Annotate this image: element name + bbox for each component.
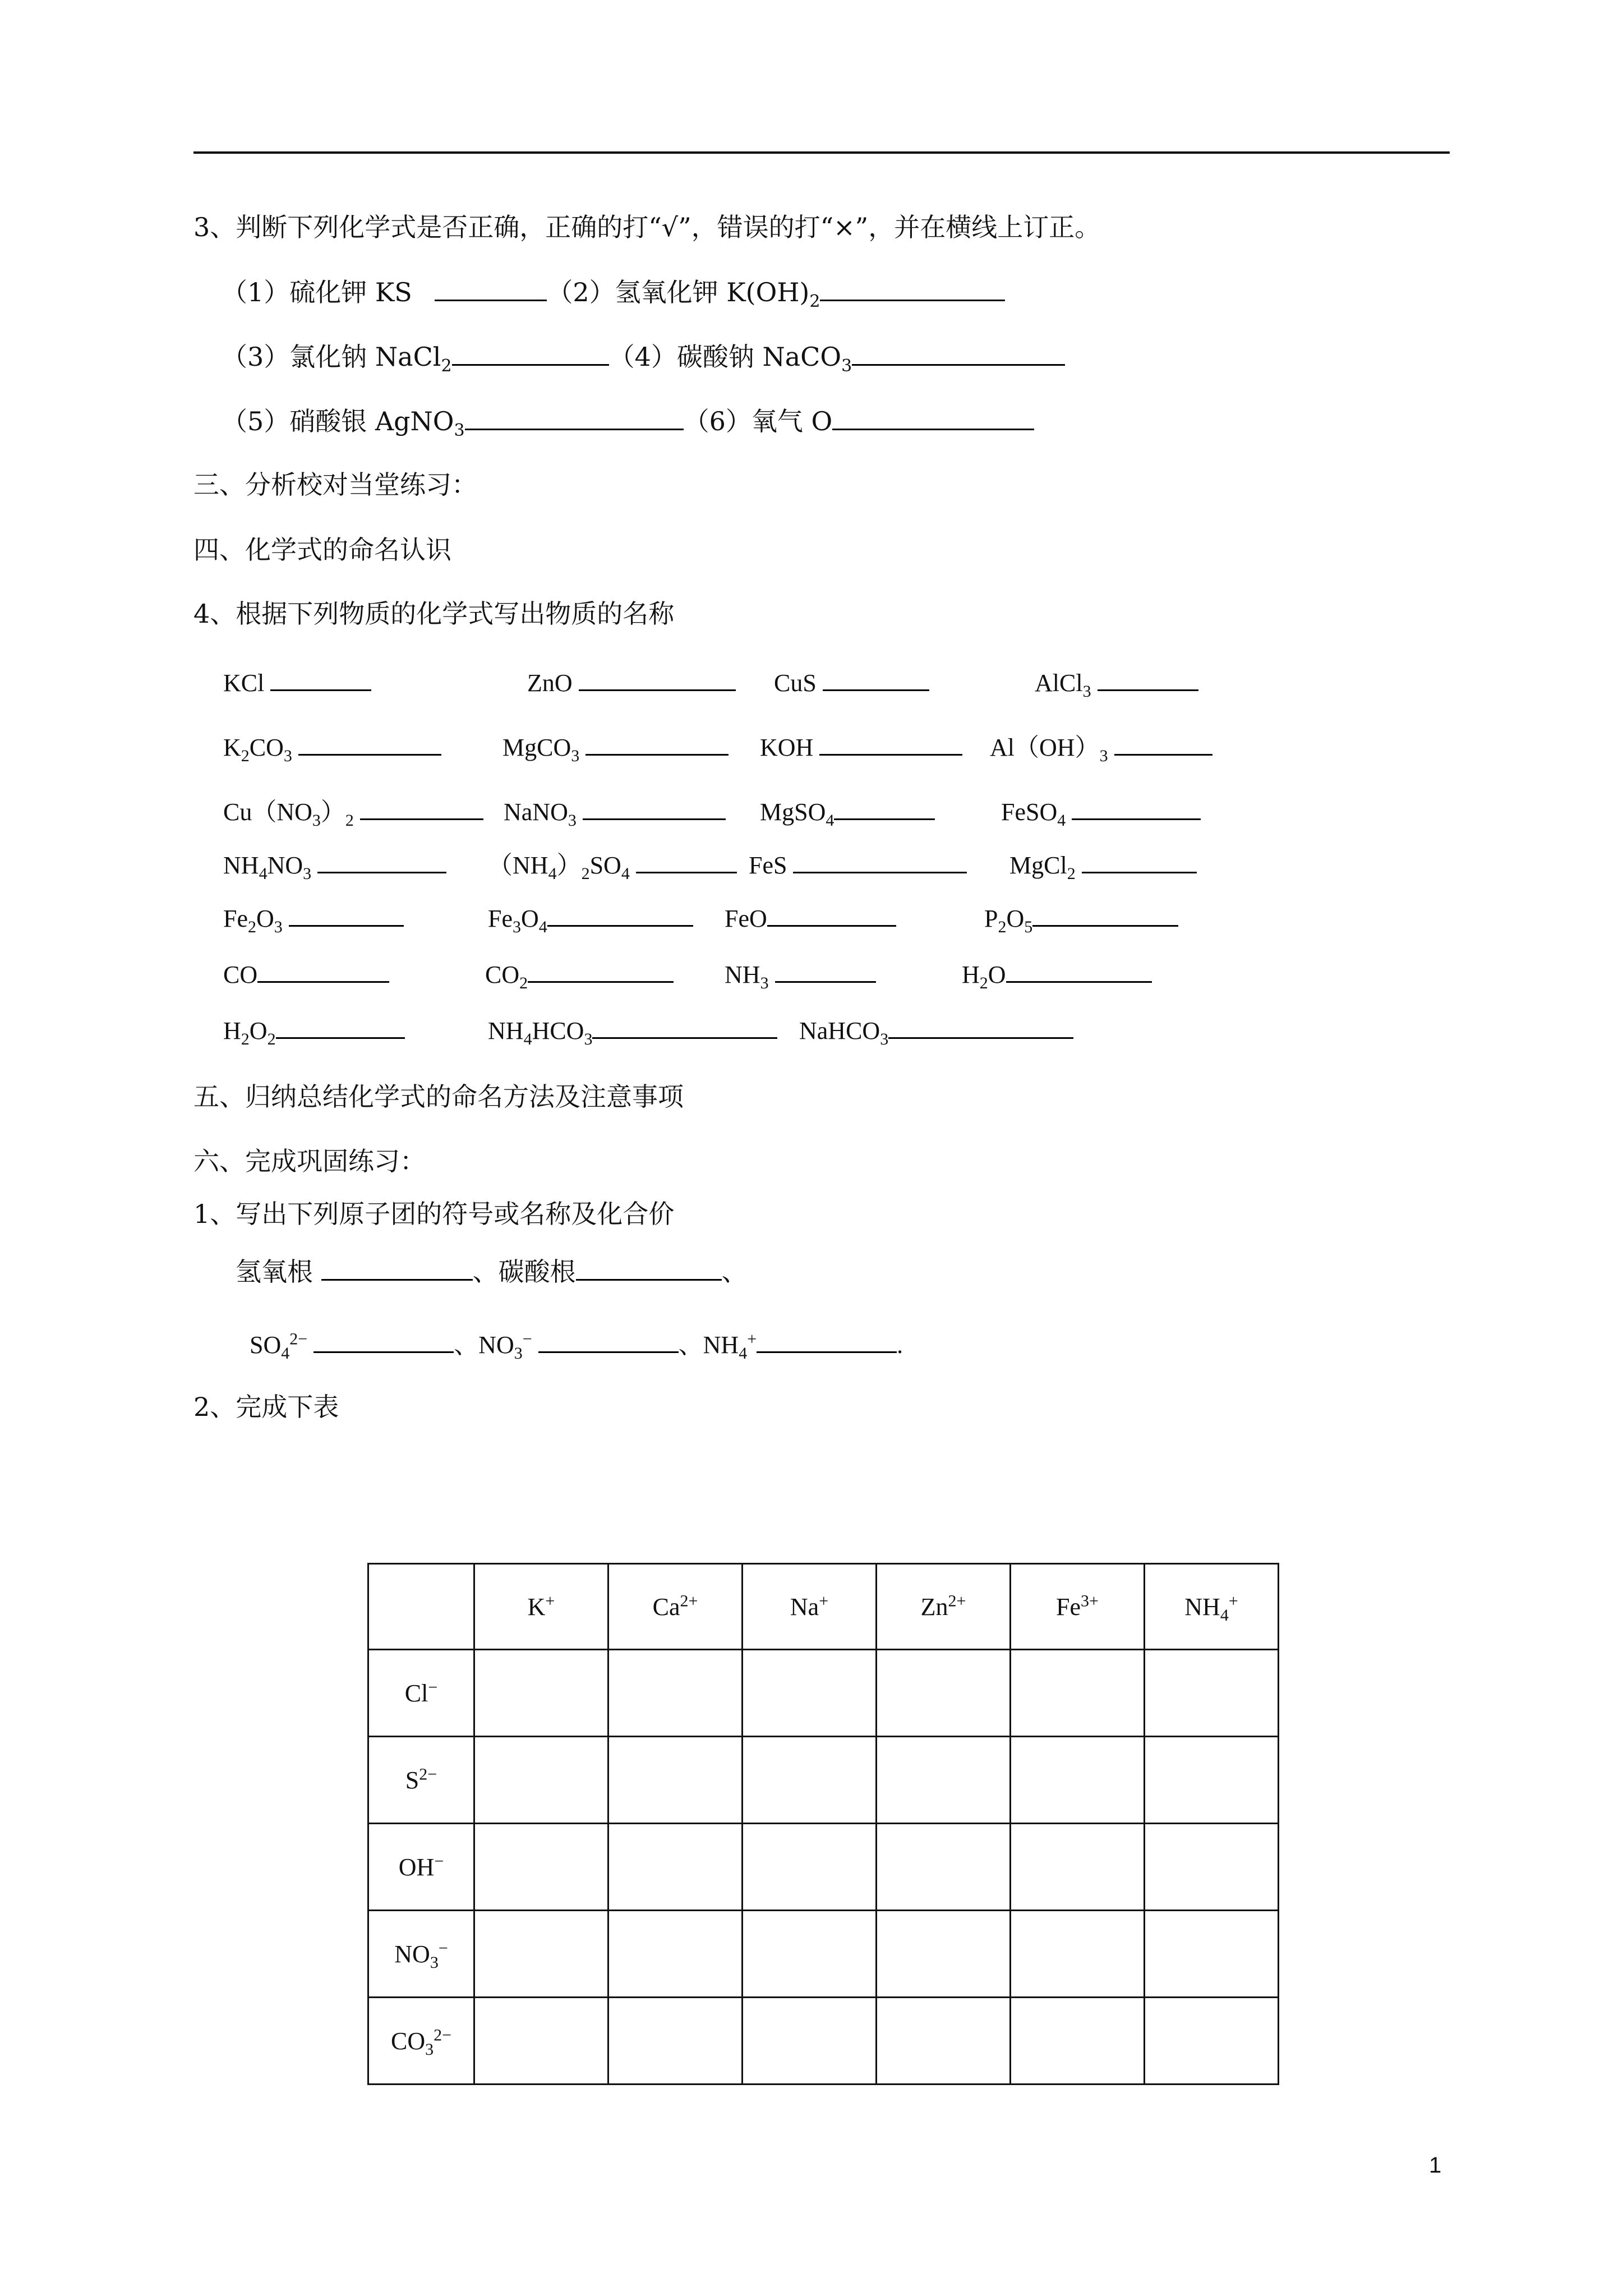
formula-item: ZnO bbox=[527, 665, 736, 699]
q3-item-4: （4）碳酸钠 NaCO bbox=[608, 342, 842, 372]
table-cell[interactable] bbox=[608, 1824, 743, 1911]
answer-blank[interactable] bbox=[1082, 847, 1197, 873]
table-cell[interactable] bbox=[743, 1998, 877, 2085]
question-2: 2、完成下表 bbox=[193, 1392, 339, 1422]
answer-blank[interactable] bbox=[576, 1254, 722, 1281]
q3-item-1: （1）硫化钾 KS bbox=[222, 277, 412, 307]
q1-line-2: $SO_4^{2-}$ 、$NO_3^-$ 、$NH_4^+$ . bbox=[250, 1327, 903, 1361]
answer-blank[interactable] bbox=[313, 1327, 454, 1353]
answer-blank[interactable] bbox=[435, 275, 547, 301]
answer-blank[interactable] bbox=[852, 339, 1065, 366]
section-5: 五、归纳总结化学式的命名方法及注意事项 bbox=[193, 1082, 684, 1112]
answer-blank[interactable] bbox=[538, 1327, 679, 1353]
answer-blank[interactable] bbox=[321, 1254, 473, 1281]
q3-title: 3、判断下列化学式是否正确，正确的打“√”，错误的打“×”，并在横线上订正。 bbox=[193, 212, 1101, 242]
table-cell[interactable] bbox=[877, 1911, 1011, 1998]
formula-item: $Al(OH)_3$ bbox=[990, 729, 1212, 763]
table-cell[interactable] bbox=[474, 1998, 608, 2085]
formula-item: KCl bbox=[223, 665, 371, 699]
ion-table bbox=[367, 1563, 1279, 2085]
table-cell[interactable] bbox=[1145, 1650, 1279, 1737]
answer-blank[interactable] bbox=[832, 404, 1034, 430]
answer-blank[interactable] bbox=[317, 847, 446, 873]
answer-blank[interactable] bbox=[257, 956, 389, 983]
answer-blank[interactable] bbox=[583, 794, 726, 820]
question-1: 1、写出下列原子团的符号或名称及化合价 bbox=[193, 1199, 675, 1229]
formula-item: MgCO$_3$ bbox=[502, 729, 728, 763]
table-cell[interactable] bbox=[1011, 1650, 1145, 1737]
table-cell[interactable] bbox=[608, 1650, 743, 1737]
q3-item-5: （5）硝酸银 AgNO bbox=[222, 406, 454, 436]
table-cell[interactable] bbox=[877, 1650, 1011, 1737]
q3-item-3: （3）氯化钠 NaCl bbox=[222, 342, 441, 372]
q3-line-2: （3）氯化钠 NaCl$_2$ （4）碳酸钠 NaCO$_3$ bbox=[222, 339, 1065, 374]
formula-item: $Fe_2O_3$ bbox=[223, 900, 404, 935]
formula-item: MgSO$_4$ bbox=[760, 794, 935, 828]
table-cell[interactable] bbox=[1011, 1737, 1145, 1824]
q3-line-3: （5）硝酸银 AgNO$_3$ （6）氧气 O bbox=[222, 404, 1034, 438]
anion-header: $CO_3^{2-}$ bbox=[368, 1998, 474, 2085]
formula-item: $CO_2$ bbox=[485, 956, 674, 991]
formula-item: $(NH_4)_2SO_4$ bbox=[488, 847, 737, 881]
answer-blank[interactable] bbox=[793, 847, 967, 873]
table-cell[interactable] bbox=[1145, 1824, 1279, 1911]
anion-header: Cl− bbox=[368, 1650, 474, 1737]
formula-item: $NH_3$ bbox=[725, 956, 876, 991]
table-corner bbox=[368, 1564, 474, 1650]
answer-blank[interactable] bbox=[270, 665, 371, 691]
answer-blank[interactable] bbox=[636, 847, 737, 873]
q3-item-2: （2）氢氧化钾 K(OH) bbox=[547, 277, 810, 307]
formula-item: CuS bbox=[774, 665, 929, 699]
page-number: 1 bbox=[1429, 2153, 1442, 2178]
table-cell[interactable] bbox=[877, 1737, 1011, 1824]
table-cell[interactable] bbox=[877, 1998, 1011, 2085]
answer-blank[interactable] bbox=[834, 794, 935, 820]
formula-item: $NH_4HCO_3$ bbox=[488, 1013, 777, 1047]
table-cell[interactable] bbox=[608, 1737, 743, 1824]
formula-item: $P_2O_5$ bbox=[984, 900, 1178, 935]
formula-item: $K_2CO_3$ bbox=[223, 729, 441, 763]
section-6: 六、完成巩固练习： bbox=[193, 1146, 426, 1176]
answer-blank[interactable] bbox=[289, 900, 404, 927]
table-cell[interactable] bbox=[877, 1824, 1011, 1911]
anion-header: $NO_3^-$ bbox=[368, 1911, 474, 1998]
table-cell[interactable] bbox=[1011, 1824, 1145, 1911]
q3-item-6: （6）氧气 O bbox=[683, 406, 833, 436]
answer-blank[interactable] bbox=[276, 1013, 405, 1039]
table-cell[interactable] bbox=[743, 1824, 877, 1911]
formula-item: MgCl$_2$ bbox=[1009, 847, 1197, 881]
question-4: 4、根据下列物质的化学式写出物质的名称 bbox=[193, 599, 675, 629]
q1-line-1: 氢氧根 、碳酸根 、 bbox=[236, 1254, 748, 1289]
formula-item: $Cu(NO_3)_2$ bbox=[223, 794, 483, 828]
answer-blank[interactable] bbox=[820, 275, 1005, 301]
answer-blank[interactable] bbox=[757, 1327, 897, 1353]
cation-header: $NH_4^+$ bbox=[1145, 1564, 1279, 1650]
answer-blank[interactable] bbox=[775, 956, 876, 983]
answer-blank[interactable] bbox=[767, 900, 896, 927]
answer-blank[interactable] bbox=[547, 900, 693, 927]
table-cell[interactable] bbox=[743, 1911, 877, 1998]
formula-item: FeO bbox=[725, 900, 896, 935]
section-4: 四、化学式的命名认识 bbox=[193, 535, 451, 565]
answer-blank[interactable] bbox=[888, 1013, 1073, 1039]
table-cell[interactable] bbox=[1011, 1911, 1145, 1998]
table-cell[interactable] bbox=[743, 1650, 877, 1737]
answer-blank[interactable] bbox=[1006, 956, 1152, 983]
answer-blank[interactable] bbox=[579, 665, 736, 691]
answer-blank[interactable] bbox=[452, 339, 609, 366]
answer-blank[interactable] bbox=[465, 404, 684, 430]
cation-header: K+ bbox=[474, 1564, 608, 1650]
table-cell[interactable] bbox=[474, 1737, 608, 1824]
formula-item: $H_2O_2$ bbox=[223, 1013, 405, 1047]
answer-blank[interactable] bbox=[1072, 794, 1201, 820]
answer-blank[interactable] bbox=[360, 794, 483, 820]
table-cell[interactable] bbox=[608, 1911, 743, 1998]
table-cell[interactable] bbox=[474, 1824, 608, 1911]
answer-blank[interactable] bbox=[1098, 665, 1198, 691]
answer-blank[interactable] bbox=[1114, 729, 1212, 756]
cation-header: $Ca^{2+}$ bbox=[608, 1564, 743, 1650]
q3-line-1: （1）硫化钾 KS （2）氢氧化钾 $K(OH)_2$ bbox=[222, 275, 1005, 309]
formula-item: KOH bbox=[760, 729, 962, 763]
table-cell[interactable] bbox=[1145, 1998, 1279, 2085]
anion-header: $S^{2-}$ bbox=[368, 1737, 474, 1824]
cation-header: $Zn^{2+}$ bbox=[877, 1564, 1011, 1650]
formula-item: NaHCO$_3$ bbox=[799, 1013, 1073, 1047]
cation-header: $Fe^{3+}$ bbox=[1011, 1564, 1145, 1650]
answer-blank[interactable] bbox=[823, 665, 929, 691]
answer-blank[interactable] bbox=[819, 729, 962, 756]
formula-item: AlCl$_3$ bbox=[1035, 665, 1198, 699]
formula-item: $H_2O$ bbox=[962, 956, 1152, 991]
table-cell[interactable] bbox=[608, 1998, 743, 2085]
formula-item: $Fe_3O_4$ bbox=[488, 900, 693, 935]
header-rule bbox=[193, 151, 1450, 154]
table-cell[interactable] bbox=[743, 1737, 877, 1824]
section-3: 三、分析校对当堂练习： bbox=[193, 470, 477, 500]
formula-item: CO bbox=[223, 956, 389, 991]
table-cell[interactable] bbox=[474, 1650, 608, 1737]
formula-item: $NH_4NO_3$ bbox=[223, 847, 446, 881]
formula-item: FeSO$_4$ bbox=[1001, 794, 1201, 828]
table-cell[interactable] bbox=[1011, 1998, 1145, 2085]
answer-blank[interactable] bbox=[585, 729, 728, 756]
formula-item: FeS bbox=[749, 847, 967, 881]
answer-blank[interactable] bbox=[528, 956, 674, 983]
anion-header: OH− bbox=[368, 1824, 474, 1911]
cation-header: Na+ bbox=[743, 1564, 877, 1650]
table-cell[interactable] bbox=[1145, 1737, 1279, 1824]
answer-blank[interactable] bbox=[1032, 900, 1178, 927]
answer-blank[interactable] bbox=[298, 729, 441, 756]
formula-item: NaNO$_3$ bbox=[504, 794, 726, 828]
answer-blank[interactable] bbox=[592, 1013, 777, 1039]
table-cell[interactable] bbox=[1145, 1911, 1279, 1998]
table-cell[interactable] bbox=[474, 1911, 608, 1998]
